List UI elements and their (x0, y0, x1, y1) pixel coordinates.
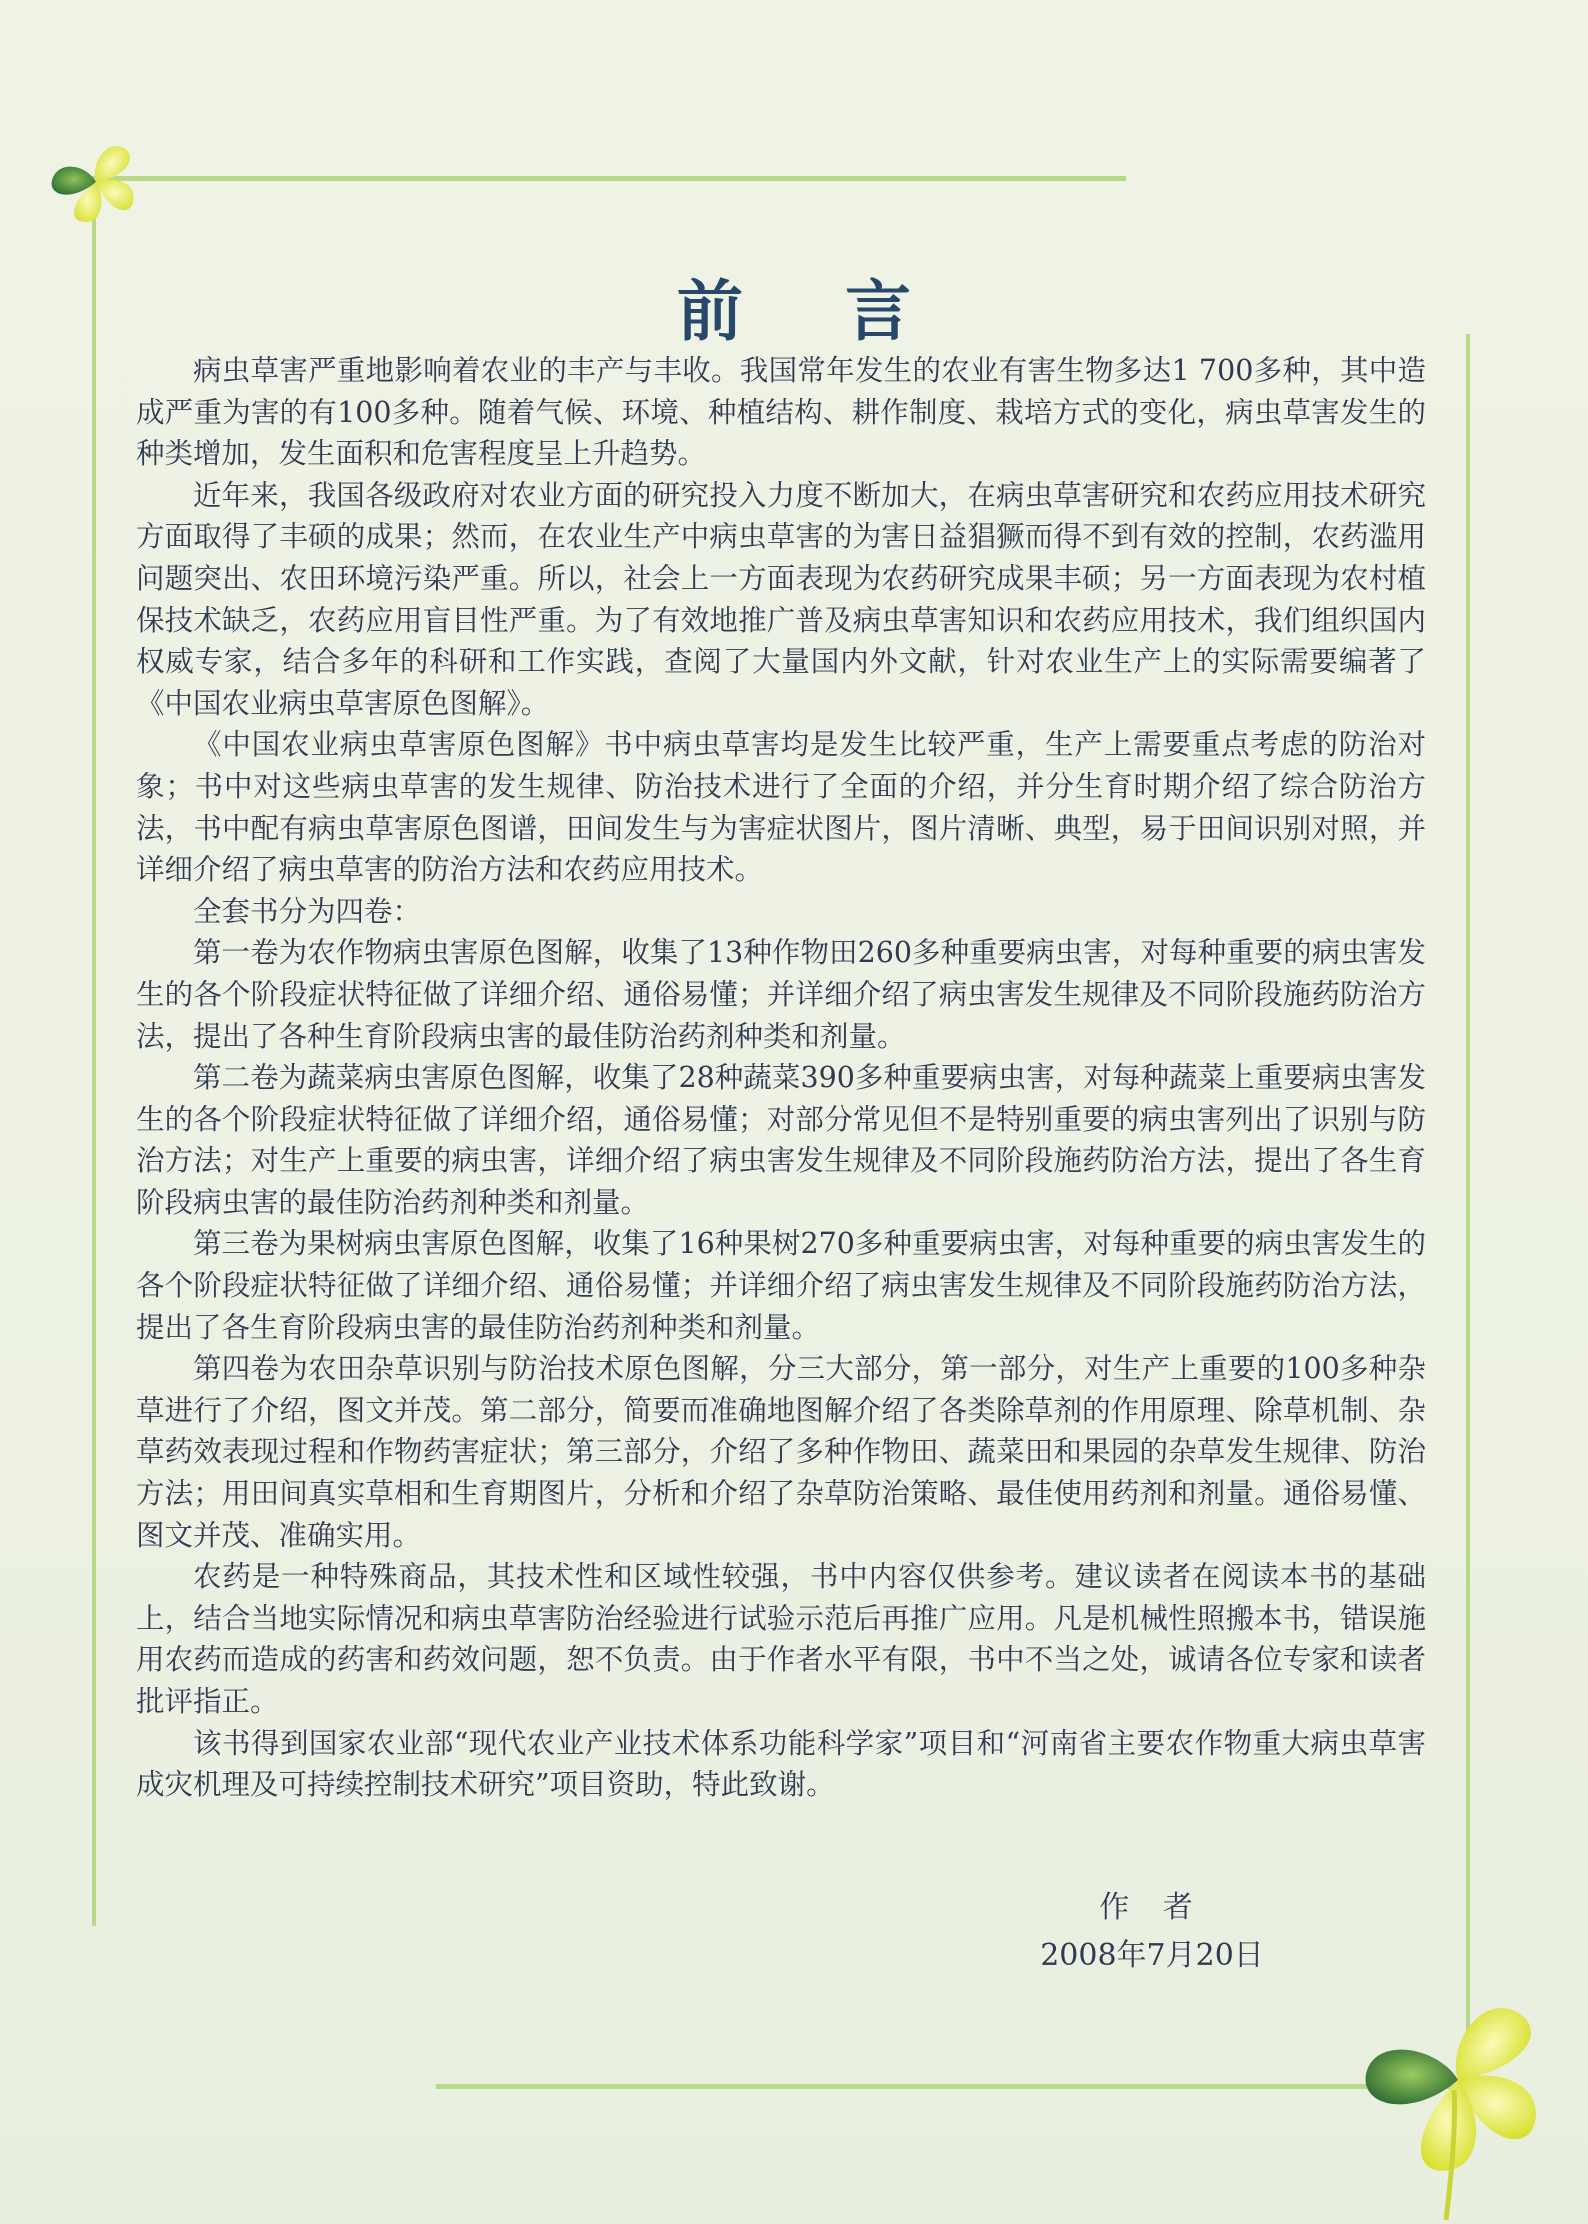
paragraph: 第四卷为农田杂草识别与防治技术原色图解，分三大部分，第一部分，对生产上重要的100多种杂草进行了介绍，图文并茂。第二部分，简要而准确地图解介绍了各类除草剂的作用原理、除草机制、杂草药效表现过程和作物药害症状；第三部分，介绍了多种作物田、蔬菜田和果园的杂草发生规律、防治方法；用田间真实草相和生育期图片，分析和介绍了杂草防治策略、最佳使用药剂和剂量。通俗易懂、图文并茂、准确实用。 (136, 1352, 1426, 1552)
paragraph: 全套书分为四卷： (193, 894, 422, 928)
paragraph: 农药是一种特殊商品，其技术性和区域性较强，书中内容仅供参考。建议读者在阅读本书的基础上，结合当地实际情况和病虫草害防治经验进行试验示范后再推广应用。凡是机械性照搬本书，错误施用农药而造成的药害和药效问题，恕不负责。由于作者水平有限，书中不当之处，诚请各位专家和读者批评指正。 (136, 1560, 1426, 1718)
paragraph: 《中国农业病虫草害原色图解》书中病虫草害均是发生比较严重，生产上需要重点考虑的防治对象；书中对这些病虫草害的发生规律、防治技术进行了全面的介绍，并分生育时期介绍了综合防治方法，书中配有病虫草害原色图谱，田间发生与为害症状图片，图片清晰、典型，易于田间识别对照，并详细介绍了病虫草害的防治方法和农药应用技术。 (136, 728, 1426, 887)
clover-bottom-right-icon (1318, 1950, 1588, 2224)
frame-line-right (1466, 334, 1470, 2084)
frame-line-top (100, 176, 1126, 181)
signature-author: 作 者 (1099, 1890, 1205, 1925)
paragraph: 近年来，我国各级政府对农业方面的研究投入力度不断加大，在病虫草害研究和农药应用技术研究方面取得了丰硕的成果；然而，在农业生产中病虫草害的为害日益猖獗而得不到有效的控制，农药滥用问题突出、农田环境污染严重。所以，社会上一方面表现为农药研究成果丰硕；另一方面表现为农村植保技术缺乏，农药应用盲目性严重。为了有效地推广普及病虫草害知识和农药应用技术，我们组织国内权威专家，结合多年的科研和工作实践，查阅了大量国内外文献，针对农业生产上的实际需要编著了《中国农业病虫草害原色图解》。 (136, 478, 1426, 720)
page-title: 前 言 (676, 272, 951, 350)
paragraph: 该书得到国家农业部“现代农业产业技术体系功能科学家”项目和“河南省主要农作物重大病虫草害成灾机理及可持续控制技术研究”项目资助，特此致谢。 (136, 1726, 1426, 1802)
frame-line-bottom (436, 2084, 1468, 2089)
paragraph: 第二卷为蔬菜病虫害原色图解，收集了28种蔬菜390多种重要病虫害，对每种蔬菜上重要病虫害发生的各个阶段症状特征做了详细介绍，通俗易懂；对部分常见但不是特别重要的病虫害列出了识别与防治方法；对生产上重要的病虫害，详细介绍了病虫害发生规律及不同阶段施药防治方法，提出了各生育阶段病虫害的最佳防治药剂种类和剂量。 (136, 1061, 1426, 1219)
frame-line-left (92, 176, 96, 1926)
paragraph: 第一卷为农作物病虫害原色图解，收集了13种作物田260多种重要病虫害，对每种重要的病虫害发生的各个阶段症状特征做了详细介绍、通俗易懂；并详细介绍了病虫害发生规律及不同阶段施药防治方法，提出了各种生育阶段病虫害的最佳防治药剂种类和剂量。 (136, 936, 1426, 1053)
clover-top-left-icon (26, 112, 166, 252)
paragraph: 病虫草害严重地影响着农业的丰产与丰收。我国常年发生的农业有害生物多达1 700多种，其中造成严重为害的有100多种。随着气候、环境、种植结构、耕作制度、栽培方式的变化，病虫草害发生的种类增加，发生面积和危害程度呈上升趋势。 (136, 354, 1426, 471)
preface-body (136, 350, 1426, 1806)
paragraph: 第三卷为果树病虫害原色图解，收集了16种果树270多种重要病虫害，对每种重要的病虫害发生的各个阶段症状特征做了详细介绍、通俗易懂；并详细介绍了病虫害发生规律及不同阶段施药防治方法，提出了各生育阶段病虫害的最佳防治药剂种类和剂量。 (136, 1227, 1426, 1344)
signature-date: 2008年7月20日 (1040, 1938, 1264, 1973)
